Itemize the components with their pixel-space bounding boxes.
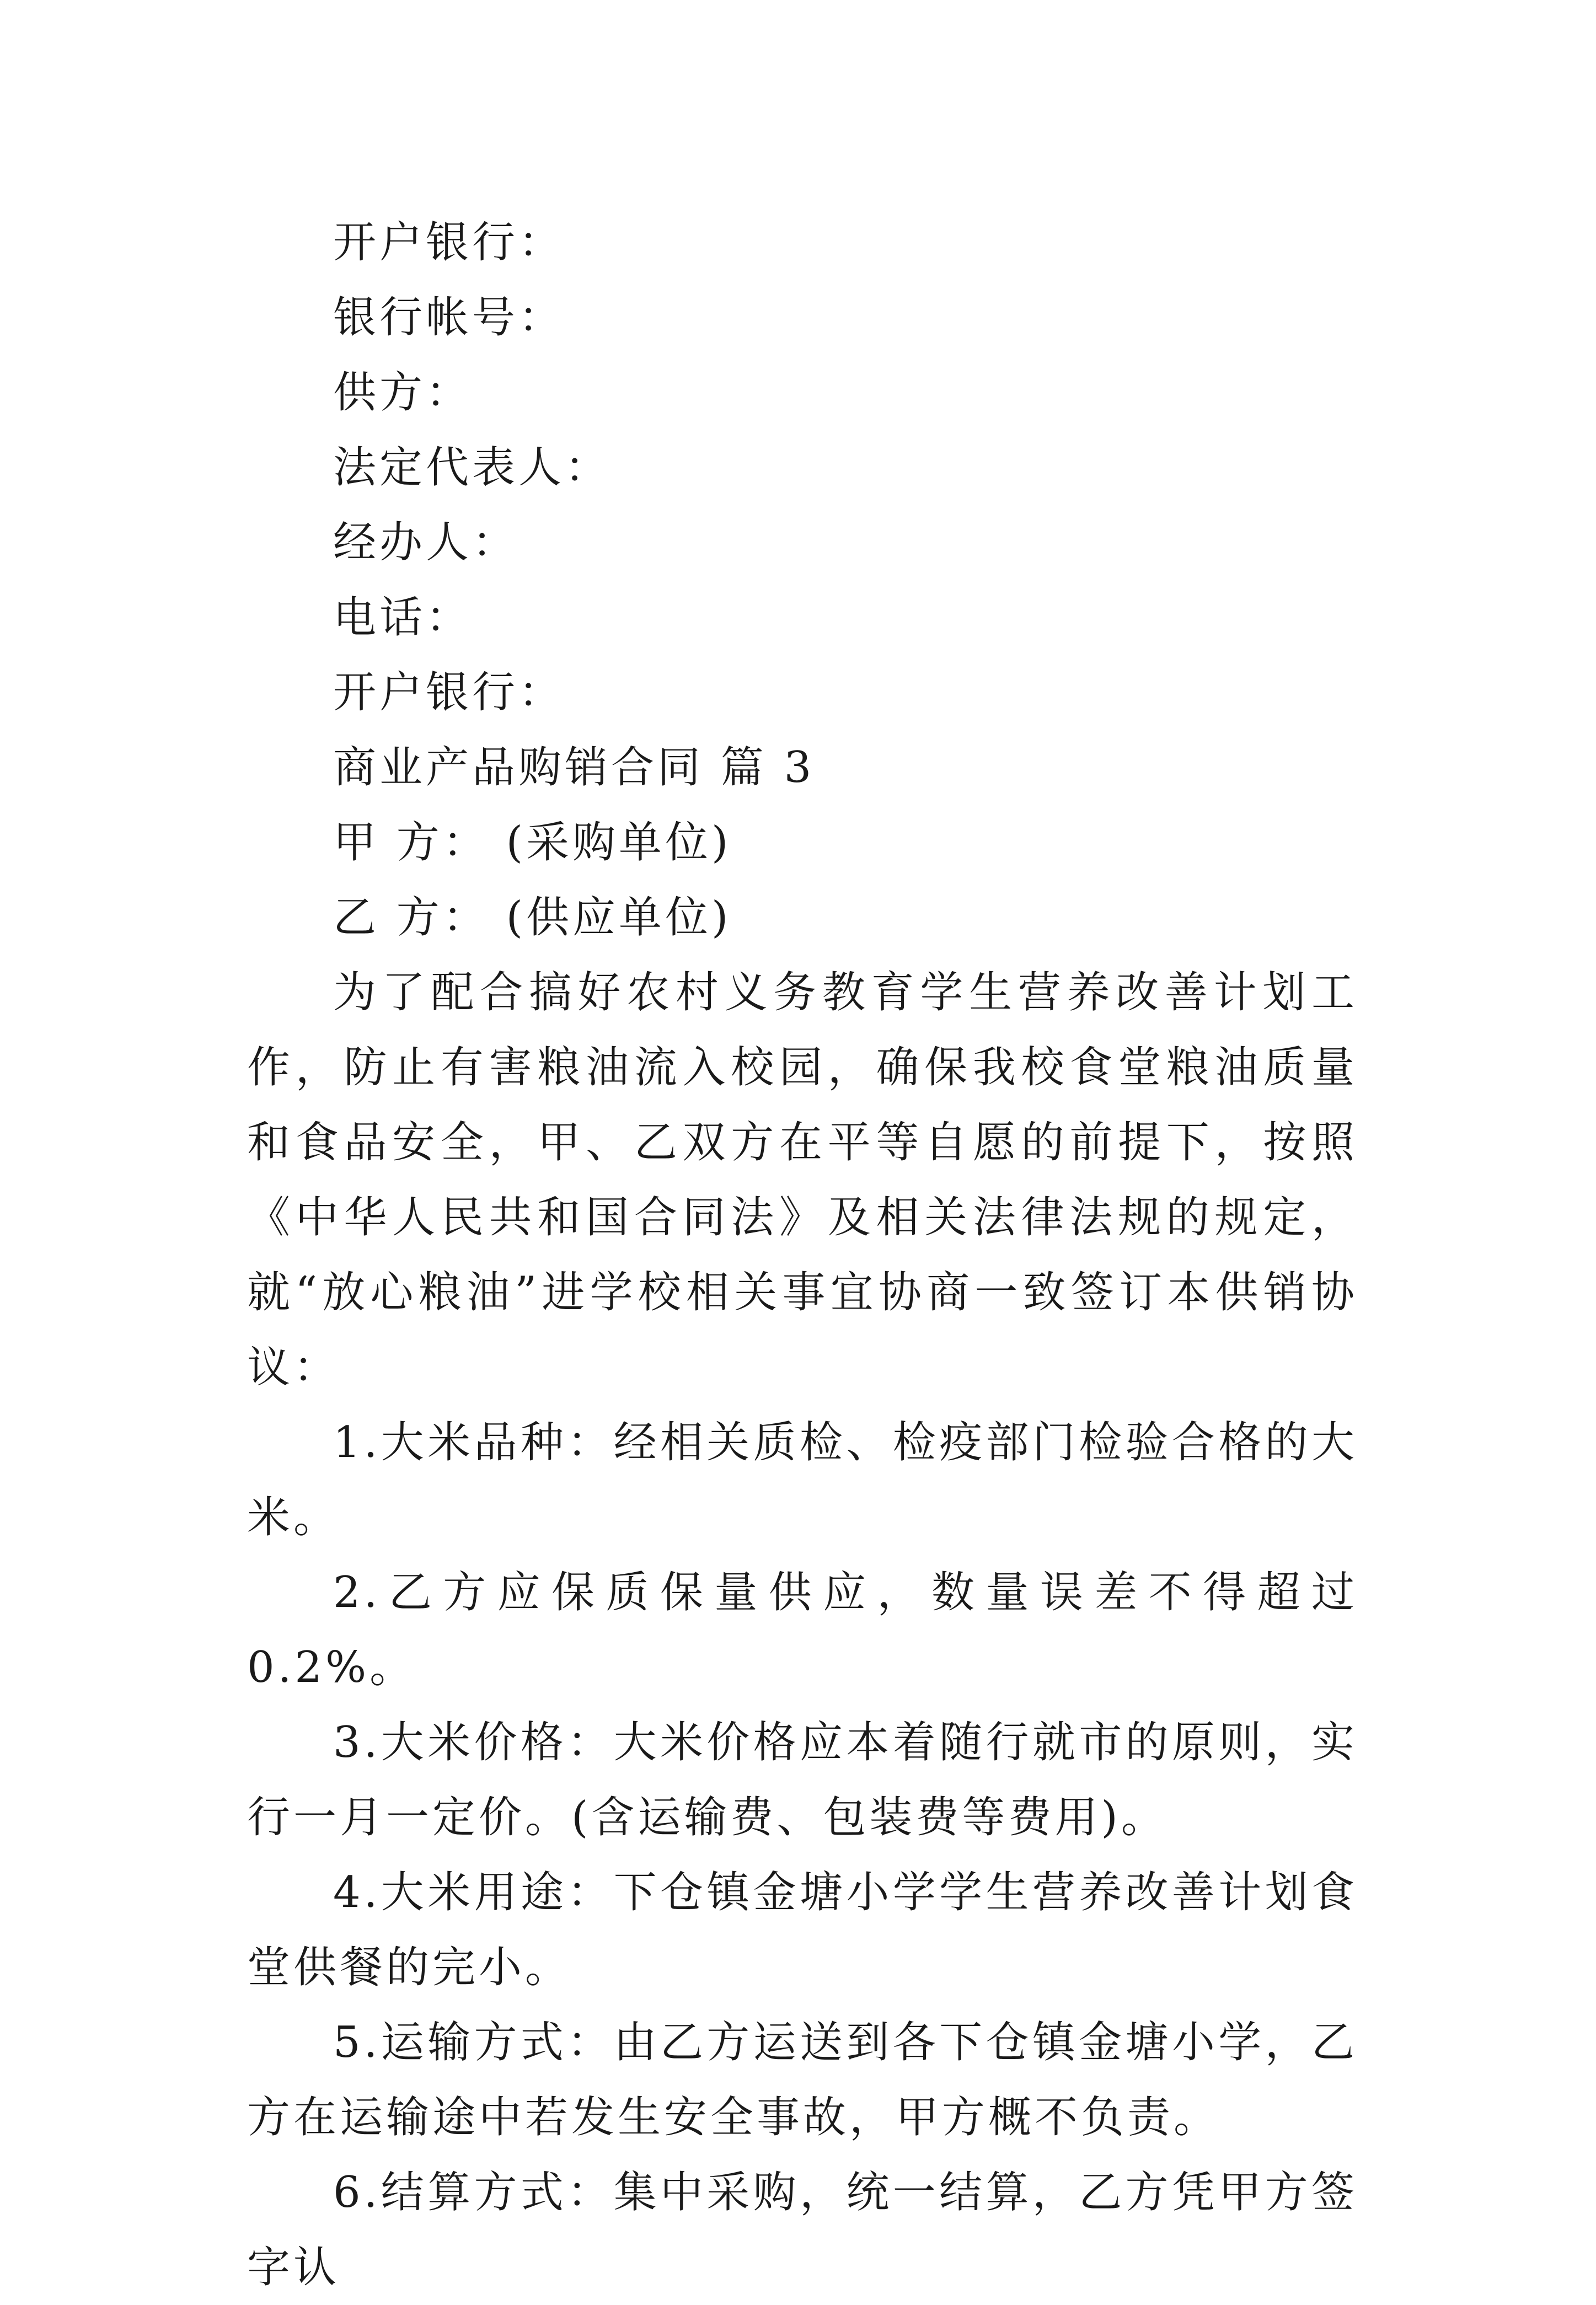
field-bank: 开户银行： bbox=[333, 218, 565, 267]
field-supplier: 供方： bbox=[333, 368, 473, 417]
field-handler: 经办人： bbox=[333, 518, 519, 567]
clause-1: 1.大米品种：经相关质检、检疫部门检验合格的大米。 bbox=[247, 1418, 1358, 1542]
clause-5: 5.运输方式：由乙方运送到各下仓镇金塘小学，乙方在运输途中若发生安全事故，甲方概不负责。 bbox=[247, 2018, 1358, 2142]
field-phone: 电话： bbox=[333, 593, 473, 642]
clause-3: 3.大米价格：大米价格应本着随行就市的原则，实行一月一定价。(含运输费、包装费等费用)。 bbox=[247, 1718, 1358, 1842]
clause-4: 4.大米用途：下仓镇金塘小学学生营养改善计划食堂供餐的完小。 bbox=[247, 1868, 1358, 1992]
clause-2: 2.乙方应保质保量供应，数量误差不得超过 0.2%。 bbox=[247, 1568, 1358, 1692]
document-body bbox=[247, 205, 1358, 2305]
party-b: 乙 方： (供应单位) bbox=[333, 893, 732, 942]
field-bank-2: 开户银行： bbox=[333, 668, 565, 717]
clause-6: 6.结算方式：集中采购，统一结算，乙方凭甲方签字认 bbox=[247, 2168, 1358, 2292]
field-account: 银行帐号： bbox=[333, 293, 565, 342]
party-a: 甲 方： (采购单位) bbox=[333, 818, 732, 867]
intro-paragraph: 为了配合搞好农村义务教育学生营养改善计划工作，防止有害粮油流入校园，确保我校食堂粮油质量和食品安全，甲、乙双方在平等自愿的前提下，按照《中华人民共和国合同法》及相关法律法规的规定，就“放心粮油”进学校相关事宜协商一致签订本供销协议： bbox=[247, 968, 1358, 1392]
field-legal-rep: 法定代表人： bbox=[333, 443, 612, 492]
section-title: 商业产品购销合同 篇 3 bbox=[333, 743, 815, 792]
